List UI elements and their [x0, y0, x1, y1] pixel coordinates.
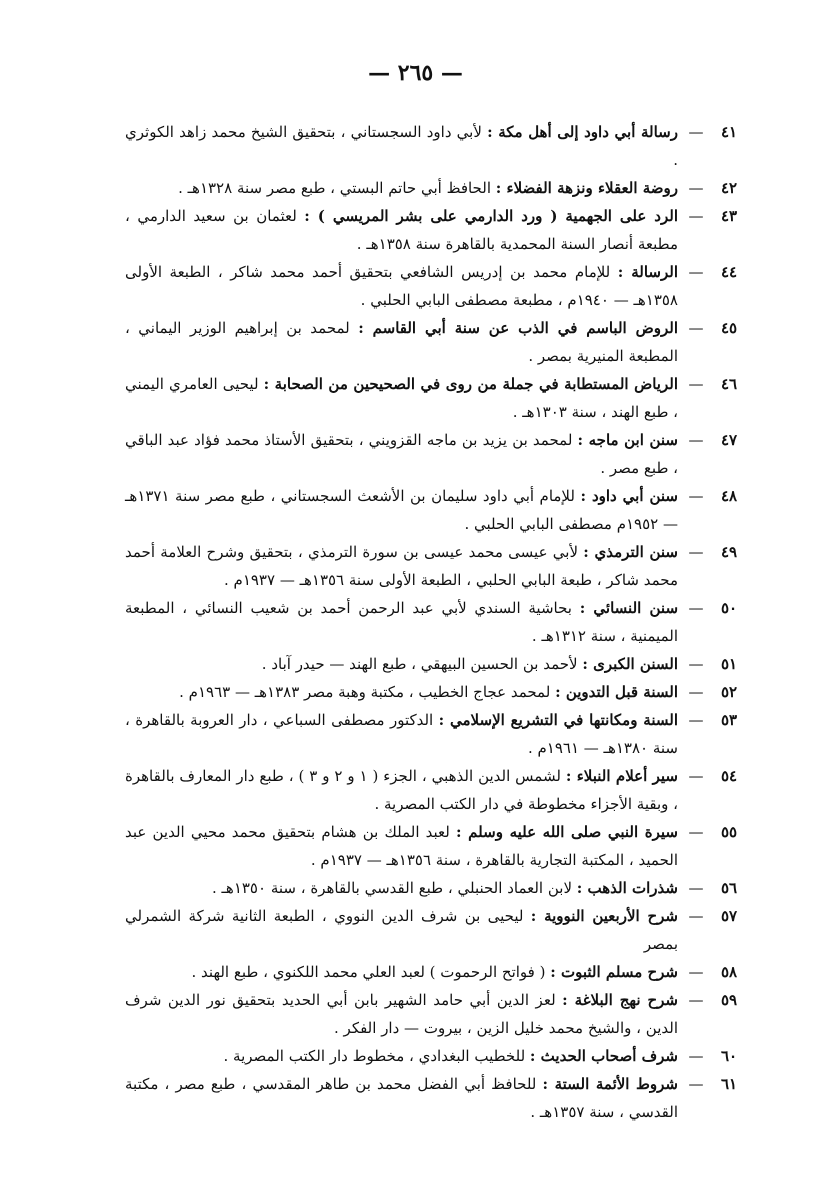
bibliography-entry [125, 594, 738, 650]
bibliography-list [125, 118, 738, 1126]
bibliography-entry [125, 762, 738, 818]
bibliography-entry [125, 986, 738, 1042]
bibliography-entry [125, 538, 738, 594]
entry-dash: — [688, 711, 704, 729]
bibliography-entry [125, 482, 738, 538]
entry-title: شروط الأئمة الستة : [542, 1075, 678, 1093]
entry-number: ٤١ [720, 123, 738, 141]
entry-dash: — [688, 1047, 704, 1065]
entry-number: ٦١ [720, 1075, 738, 1093]
entry-text: لشمس الدين الذهبي ، الجزء ( ١ و ٢ و ٣ ) ، طبع دار المعارف بالقاهرة ، وبقية الأجزاء مخطوطة في دار الكتب المصرية . [125, 767, 678, 813]
entry-title: الرياض المستطابة في جملة من روى في الصحيحين من الصحابة : [263, 375, 678, 393]
entry-title: سنن الترمذي : [583, 543, 678, 561]
entry-text: لعز الدين أبي حامد الشهير بابن أبي الحديد بتحقيق نور الدين شرف الدين ، والشيخ محمد خليل الزين ، بيروت — دار الفكر . [125, 991, 678, 1037]
entry-title: سنن أبي داود : [580, 487, 678, 505]
bibliography-entry [125, 678, 738, 706]
entry-number: ٥٢ [720, 683, 738, 701]
entry-title: السنة ومكانتها في التشريع الإسلامي : [438, 711, 678, 729]
entry-dash: — [688, 879, 704, 897]
bibliography-entry [125, 902, 738, 958]
entry-text: للإمام أبي داود سليمان بن الأشعث السجستاني ، طبع مصر سنة ١٣٧١هـ — ١٩٥٢م مصطفى البابي الحلبي . [125, 487, 678, 533]
entry-dash: — [688, 907, 704, 925]
entry-dash: — [688, 767, 704, 785]
bibliography-entry [125, 174, 738, 202]
entry-text: ليحيى العامري اليمني ، طبع الهند ، سنة ١٣٠٣هـ . [125, 375, 678, 421]
entry-text: بحاشية السندي لأبي عبد الرحمن أحمد بن شعيب النسائي ، المطبعة الميمنية ، سنة ١٣١٢هـ . [125, 599, 678, 645]
bibliography-entry [125, 258, 738, 314]
entry-text: الدكتور مصطفى السباعي ، دار العروبة بالقاهرة ، سنة ١٣٨٠هـ — ١٩٦١م . [125, 711, 678, 757]
entry-title: شرح مسلم الثبوت : [550, 963, 678, 981]
entry-text: لابن العماد الحنبلي ، طبع القدسي بالقاهرة ، سنة ١٣٥٠هـ . [211, 879, 577, 897]
entry-text: لعبد الملك بن هشام بتحقيق محمد محيي الدين عبد الحميد ، المكتبة التجارية بالقاهرة ، سنة ١٣٥٦هـ — ١٩٣٧م . [125, 823, 678, 869]
entry-dash: — [688, 1075, 704, 1093]
bibliography-entry [125, 1070, 738, 1126]
entry-number: ٤٥ [720, 319, 738, 337]
bibliography-entry [125, 370, 738, 426]
entry-number: ٤٩ [720, 543, 738, 561]
bibliography-entry [125, 706, 738, 762]
entry-title: شرح نهج البلاغة : [562, 991, 678, 1009]
entry-title: الروض الباسم في الذب عن سنة أبي القاسم : [358, 319, 678, 337]
entry-number: ٥١ [720, 655, 738, 673]
entry-dash: — [688, 543, 704, 561]
entry-title: سنن ابن ماجه : [577, 431, 678, 449]
entry-title: شرح الأربعين النووية : [530, 907, 678, 925]
entry-dash: — [688, 487, 704, 505]
entry-number: ٥٩ [720, 991, 738, 1009]
entry-title: سير أعلام النبلاء : [565, 767, 678, 785]
entry-text: لمحمد عجاج الخطيب ، مكتبة وهبة مصر ١٣٨٣هـ — ١٩٦٣م . [179, 683, 556, 701]
entry-number: ٤٦ [720, 375, 738, 393]
entry-title: سيرة النبي صلى الله عليه وسلم : [456, 823, 679, 841]
entry-number: ٥٤ [720, 767, 738, 785]
entry-dash: — [688, 375, 704, 393]
entry-text: ( فواتح الرحموت ) لعبد العلي محمد اللكنوي ، طبع الهند . [191, 963, 551, 981]
bibliography-entry [125, 426, 738, 482]
entry-dash: — [688, 655, 704, 673]
entry-dash: — [688, 823, 704, 841]
entry-number: ٥٨ [720, 963, 738, 981]
bibliography-entry [125, 1042, 738, 1070]
bibliography-entry [125, 202, 738, 258]
entry-dash: — [688, 179, 704, 197]
entry-dash: — [688, 991, 704, 1009]
entry-dash: — [688, 599, 704, 617]
entry-dash: — [688, 319, 704, 337]
entry-text: للخطيب البغدادي ، مخطوط دار الكتب المصرية . [223, 1047, 530, 1065]
bibliography-entry [125, 818, 738, 874]
entry-title: السنن الكبرى : [582, 655, 678, 673]
entry-text: للحافظ أبي الفضل محمد بن طاهر المقدسي ، طبع مصر ، مكتبة القدسي ، سنة ١٣٥٧هـ . [125, 1075, 678, 1121]
entry-title: سنن النسائي : [579, 599, 679, 617]
entry-number: ٤٨ [720, 487, 738, 505]
entry-number: ٥٥ [720, 823, 738, 841]
entry-dash: — [688, 431, 704, 449]
entry-number: ٥٠ [720, 599, 738, 617]
entry-text: لأبي عيسى محمد عيسى بن سورة الترمذي ، بتحقيق وشرح العلامة أحمد محمد شاكر ، طبعة البابي الحلبي ، الطبعة الأولى سنة ١٣٥٦هـ — ١٩٣٧م . [125, 543, 678, 589]
bibliography-entry [125, 314, 738, 370]
entry-dash: — [688, 963, 704, 981]
entry-title: روضة العقلاء ونزهة الفضلاء : [495, 179, 678, 197]
bibliography-entry [125, 118, 738, 174]
entry-dash: — [688, 263, 704, 281]
entry-number: ٥٦ [720, 879, 738, 897]
entry-text: لعثمان بن سعيد الدارمي ، مطبعة أنصار السنة المحمدية بالقاهرة سنة ١٣٥٨هـ . [125, 207, 678, 253]
bibliography-entry [125, 958, 738, 986]
entry-text: الحافظ أبي حاتم البستي ، طبع مصر سنة ١٣٢٨هـ . [178, 179, 496, 197]
entry-number: ٥٧ [720, 907, 738, 925]
entry-title: الرد على الجهمية ( ورد الدارمي على بشر المريسي ) : [304, 207, 678, 225]
entry-number: ٤٤ [720, 263, 738, 281]
entry-number: ٥٣ [720, 711, 738, 729]
entry-number: ٤٣ [720, 207, 738, 225]
entry-title: رسالة أبي داود إلى أهل مكة : [487, 123, 678, 141]
entry-dash: — [688, 207, 704, 225]
entry-text: ليحيى بن شرف الدين النووي ، الطبعة الثانية شركة الشمرلي بمصر [125, 907, 678, 953]
page-number: — ٢٦٥ — [368, 60, 463, 86]
bibliography-entry [125, 874, 738, 902]
entry-dash: — [688, 123, 704, 141]
entry-text: لمحمد بن إبراهيم الوزير اليماني ، المطبعة المنيرية بمصر . [125, 319, 678, 365]
entry-number: ٤٢ [720, 179, 738, 197]
entry-text: للإمام محمد بن إدريس الشافعي بتحقيق أحمد محمد شاكر ، الطبعة الأولى ١٣٥٨هـ — ١٩٤٠م ، مطبعة مصطفى البابي الحلبي . [125, 263, 678, 309]
entry-title: شذرات الذهب : [576, 879, 678, 897]
entry-dash: — [688, 683, 704, 701]
entry-title: الرسالة : [617, 263, 679, 281]
entry-text: لمحمد بن يزيد بن ماجه القزويني ، بتحقيق الأستاذ محمد فؤاد عبد الباقي ، طبع مصر . [125, 431, 678, 477]
entry-text: لأحمد بن الحسين البيهقي ، طبع الهند — حيدر آباد . [261, 655, 583, 673]
entry-title: شرف أصحاب الحديث : [529, 1047, 678, 1065]
entry-number: ٦٠ [720, 1047, 738, 1065]
bibliography-entry [125, 650, 738, 678]
entry-title: السنة قبل التدوين : [555, 683, 678, 701]
entry-number: ٤٧ [720, 431, 738, 449]
entry-text: لأبي داود السجستاني ، بتحقيق الشيخ محمد زاهد الكوثري . [125, 123, 678, 169]
